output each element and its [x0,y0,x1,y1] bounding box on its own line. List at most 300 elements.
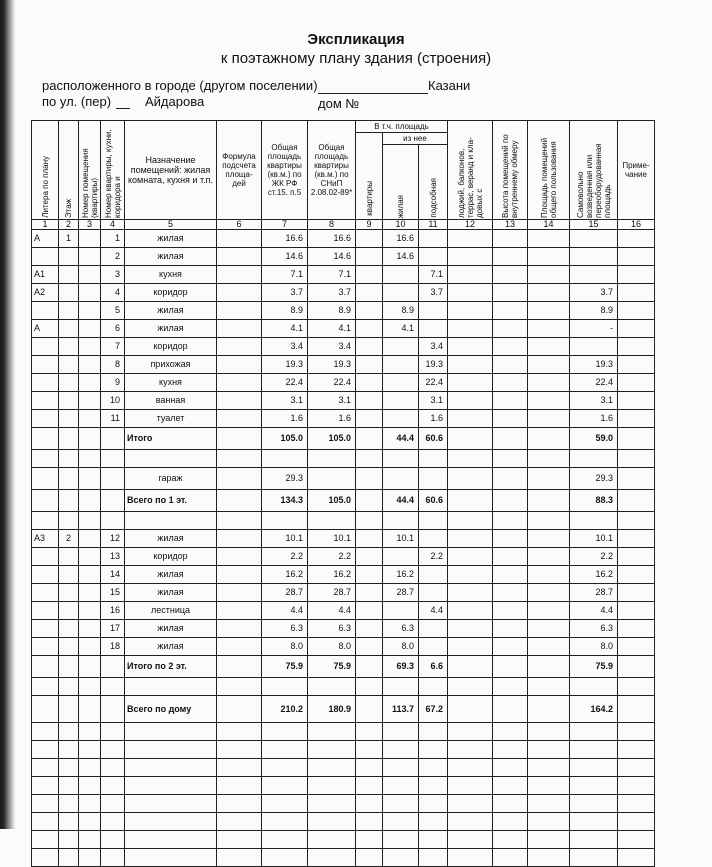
cell-formula [217,374,262,392]
cell-floor [59,548,79,566]
cell-formula [217,548,262,566]
cell-room-number [79,512,101,530]
cell-apartment-area [356,813,383,831]
cell-total-area-snip [308,741,356,759]
cell-floor [59,450,79,468]
cell-common-area [528,302,570,320]
cell-room-number [79,849,101,867]
cell-loggias [448,566,493,584]
cell-room-number [79,284,101,302]
cell-apartment-area [356,696,383,723]
cell-floor [59,849,79,867]
cell-apartment-number [101,849,125,867]
cell-living-area: 16.2 [383,566,419,584]
cell-loggias [448,530,493,548]
cell-common-area [528,620,570,638]
cell-room-number [79,678,101,696]
table-row [32,302,655,320]
column-number: 8 [308,220,356,230]
table-row [32,392,655,410]
column-number: 6 [217,220,262,230]
cell-apartment-number [101,759,125,777]
cell-floor [59,266,79,284]
col-header-common-area: Площадь помещений общего пользования [528,121,570,220]
cell-apartment-number [101,831,125,849]
cell-auxiliary-area: 3.1 [419,392,448,410]
cell-apartment-area [356,759,383,777]
col-header-purpose: Назначение помещений: жилая комната, кухня и т.п. [125,121,217,220]
cell-note [618,602,655,620]
cell-height [493,374,528,392]
cell-litera: А [32,230,59,248]
cell-floor [59,620,79,638]
cell-total-area-snip: 4.1 [308,320,356,338]
cell-apartment-area [356,831,383,849]
cell-auxiliary-area [419,302,448,320]
column-number: 14 [528,220,570,230]
cell-height [493,777,528,795]
cell-apartment-number: 5 [101,302,125,320]
cell-auxiliary-area [419,849,448,867]
cell-unauthorized-area: 28.7 [570,584,618,602]
table-row [32,530,655,548]
cell-floor [59,248,79,266]
cell-floor [59,392,79,410]
cell-living-area: 10.1 [383,530,419,548]
cell-total-area: 7.1 [262,266,308,284]
cell-auxiliary-area [419,777,448,795]
cell-floor [59,831,79,849]
cell-common-area [528,284,570,302]
cell-loggias [448,338,493,356]
cell-room-number [79,410,101,428]
cell-living-area [383,759,419,777]
cell-floor [59,428,79,450]
cell-auxiliary-area [419,678,448,696]
cell-common-area [528,374,570,392]
cell-unauthorized-area [570,777,618,795]
column-number: 4 [101,220,125,230]
cell-litera [32,548,59,566]
table-body [32,230,655,867]
cell-total-area-snip [308,759,356,777]
cell-total-area-snip: 4.4 [308,602,356,620]
cell-total-area: 10.1 [262,530,308,548]
cell-loggias [448,777,493,795]
cell-loggias [448,795,493,813]
cell-floor [59,284,79,302]
cell-total-area-snip: 3.1 [308,392,356,410]
table-row [32,723,655,741]
cell-loggias [448,266,493,284]
cell-total-area [262,849,308,867]
cell-litera [32,678,59,696]
cell-apartment-area [356,302,383,320]
cell-room-number [79,620,101,638]
table-row [32,230,655,248]
city-underline [318,93,428,94]
cell-floor [59,410,79,428]
cell-litera [32,468,59,490]
cell-total-area-snip: 16.2 [308,566,356,584]
cell-common-area [528,468,570,490]
table-row [32,741,655,759]
cell-apartment-number [101,777,125,795]
cell-litera [32,759,59,777]
table-row [32,813,655,831]
cell-loggias [448,374,493,392]
cell-note [618,831,655,849]
col-header-incl-area: В т.ч. площадь [356,121,448,133]
cell-auxiliary-area [419,723,448,741]
cell-purpose [125,759,217,777]
cell-unauthorized-area: 164.2 [570,696,618,723]
cell-unauthorized-area: 3.7 [570,284,618,302]
cell-total-area: 28.7 [262,584,308,602]
cell-living-area: 16.6 [383,230,419,248]
cell-auxiliary-area [419,566,448,584]
cell-note [618,266,655,284]
cell-note [618,638,655,656]
cell-common-area [528,849,570,867]
cell-common-area [528,490,570,512]
cell-living-area [383,813,419,831]
cell-unauthorized-area: 59.0 [570,428,618,450]
cell-litera [32,602,59,620]
cell-unauthorized-area: 3.1 [570,392,618,410]
cell-loggias [448,584,493,602]
cell-apartment-number: 16 [101,602,125,620]
cell-formula [217,490,262,512]
cell-room-number [79,248,101,266]
cell-litera: А [32,320,59,338]
cell-loggias [448,468,493,490]
cell-formula [217,656,262,678]
cell-formula [217,230,262,248]
document-subtitle: к поэтажному плану здания (строения) [220,50,492,67]
table-row [32,468,655,490]
cell-total-area: 3.1 [262,392,308,410]
cell-unauthorized-area [570,230,618,248]
cell-height [493,230,528,248]
cell-apartment-number [101,490,125,512]
cell-common-area [528,450,570,468]
cell-height [493,795,528,813]
cell-loggias [448,741,493,759]
cell-apartment-area [356,266,383,284]
cell-room-number [79,450,101,468]
cell-formula [217,584,262,602]
cell-room-number [79,338,101,356]
cell-purpose [125,741,217,759]
cell-note [618,723,655,741]
cell-apartment-area [356,468,383,490]
cell-purpose [125,450,217,468]
cell-total-area: 22.4 [262,374,308,392]
cell-living-area [383,410,419,428]
cell-living-area [383,338,419,356]
cell-auxiliary-area [419,620,448,638]
cell-unauthorized-area [570,795,618,813]
cell-loggias [448,410,493,428]
cell-total-area: 14.6 [262,248,308,266]
cell-auxiliary-area [419,759,448,777]
cell-formula [217,302,262,320]
cell-floor [59,320,79,338]
cell-note [618,620,655,638]
cell-purpose: жилая [125,248,217,266]
cell-total-area: 16.6 [262,230,308,248]
cell-litera [32,795,59,813]
cell-living-area [383,831,419,849]
cell-purpose: Итого по 2 эт. [125,656,217,678]
cell-auxiliary-area [419,741,448,759]
cell-apartment-number [101,741,125,759]
cell-purpose: коридор [125,548,217,566]
cell-floor: 1 [59,230,79,248]
cell-apartment-area [356,512,383,530]
cell-common-area [528,548,570,566]
cell-total-area-snip: 8.0 [308,638,356,656]
cell-height [493,302,528,320]
cell-unauthorized-area: 75.9 [570,656,618,678]
cell-apartment-number: 2 [101,248,125,266]
cell-height [493,638,528,656]
cell-apartment-area [356,284,383,302]
col-header-floor: Этаж [59,121,79,220]
table-row [32,320,655,338]
cell-common-area [528,530,570,548]
cell-apartment-area [356,490,383,512]
city-value: Казани [428,78,471,93]
cell-unauthorized-area [570,759,618,777]
cell-purpose: жилая [125,320,217,338]
cell-total-area [262,450,308,468]
col-header-total-area: Общая площадь квартиры (кв.м.) по ЖК РФ ст.15. п.5 [262,121,308,220]
cell-living-area: 44.4 [383,490,419,512]
cell-formula [217,266,262,284]
cell-formula [217,512,262,530]
cell-auxiliary-area [419,638,448,656]
cell-apartment-number [101,656,125,678]
cell-formula [217,248,262,266]
cell-apartment-number [101,723,125,741]
cell-formula [217,795,262,813]
cell-living-area: 28.7 [383,584,419,602]
cell-note [618,777,655,795]
cell-height [493,284,528,302]
cell-note [618,741,655,759]
cell-height [493,468,528,490]
cell-common-area [528,813,570,831]
cell-unauthorized-area: 22.4 [570,374,618,392]
cell-height [493,512,528,530]
table-row [32,428,655,450]
cell-note [618,759,655,777]
cell-total-area-snip [308,512,356,530]
cell-purpose: туалет [125,410,217,428]
cell-total-area-snip: 3.4 [308,338,356,356]
cell-total-area: 4.1 [262,320,308,338]
cell-note [618,428,655,450]
cell-note [618,248,655,266]
cell-total-area: 6.3 [262,620,308,638]
street-underline [116,108,130,109]
cell-living-area [383,468,419,490]
cell-auxiliary-area: 1.6 [419,410,448,428]
cell-auxiliary-area [419,831,448,849]
cell-room-number [79,320,101,338]
cell-common-area [528,266,570,284]
table-row [32,410,655,428]
cell-loggias [448,392,493,410]
cell-total-area: 29.3 [262,468,308,490]
cell-height [493,530,528,548]
cell-room-number [79,566,101,584]
cell-auxiliary-area: 4.4 [419,602,448,620]
cell-purpose: жилая [125,638,217,656]
cell-room-number [79,392,101,410]
cell-formula [217,723,262,741]
cell-total-area-snip [308,813,356,831]
cell-apartment-number: 10 [101,392,125,410]
cell-floor [59,777,79,795]
cell-height [493,248,528,266]
cell-note [618,338,655,356]
cell-litera [32,638,59,656]
column-number-row [32,220,655,230]
cell-total-area [262,831,308,849]
cell-height [493,656,528,678]
cell-common-area [528,566,570,584]
col-header-living: жилая [383,145,419,220]
cell-formula [217,428,262,450]
cell-living-area [383,548,419,566]
cell-apartment-number: 18 [101,638,125,656]
scan-edge-shadow [0,0,16,829]
cell-auxiliary-area [419,450,448,468]
cell-height [493,723,528,741]
cell-auxiliary-area [419,230,448,248]
cell-purpose: кухня [125,374,217,392]
cell-purpose: коридор [125,284,217,302]
cell-room-number [79,548,101,566]
cell-auxiliary-area: 60.6 [419,428,448,450]
cell-formula [217,602,262,620]
cell-unauthorized-area: 1.6 [570,410,618,428]
cell-total-area-snip: 3.7 [308,284,356,302]
cell-total-area: 8.0 [262,638,308,656]
cell-apartment-area [356,584,383,602]
cell-total-area [262,512,308,530]
cell-floor [59,696,79,723]
cell-formula [217,678,262,696]
cell-floor [59,759,79,777]
document-title: Экспликация [307,31,405,48]
cell-total-area-snip [308,849,356,867]
cell-note [618,490,655,512]
cell-loggias [448,428,493,450]
cell-common-area [528,356,570,374]
cell-living-area: 113.7 [383,696,419,723]
cell-auxiliary-area [419,813,448,831]
cell-formula [217,638,262,656]
cell-apartment-number: 13 [101,548,125,566]
cell-common-area [528,795,570,813]
cell-litera [32,428,59,450]
cell-litera [32,741,59,759]
cell-apartment-number: 4 [101,284,125,302]
col-header-apartment-area: квартиры [356,133,383,220]
cell-loggias [448,620,493,638]
cell-total-area [262,723,308,741]
cell-purpose [125,795,217,813]
cell-litera [32,356,59,374]
cell-loggias [448,320,493,338]
cell-unauthorized-area [570,723,618,741]
cell-total-area: 19.3 [262,356,308,374]
cell-apartment-number [101,813,125,831]
cell-floor [59,338,79,356]
cell-apartment-number [101,468,125,490]
cell-apartment-number [101,795,125,813]
cell-total-area-snip [308,678,356,696]
table-row [32,266,655,284]
cell-unauthorized-area: 4.4 [570,602,618,620]
table-row [32,849,655,867]
table-row [32,620,655,638]
cell-unauthorized-area [570,678,618,696]
cell-living-area [383,284,419,302]
column-number: 15 [570,220,618,230]
cell-litera [32,392,59,410]
cell-purpose: жилая [125,230,217,248]
cell-loggias [448,638,493,656]
cell-height [493,566,528,584]
cell-purpose: кухня [125,266,217,284]
cell-room-number [79,302,101,320]
cell-floor [59,374,79,392]
cell-litera [32,849,59,867]
cell-total-area-snip [308,450,356,468]
cell-purpose: жилая [125,302,217,320]
cell-common-area [528,656,570,678]
cell-unauthorized-area [570,741,618,759]
column-number: 5 [125,220,217,230]
cell-apartment-area [356,566,383,584]
cell-living-area [383,512,419,530]
cell-loggias [448,490,493,512]
cell-loggias [448,450,493,468]
cell-apartment-number: 17 [101,620,125,638]
cell-height [493,548,528,566]
cell-auxiliary-area [419,248,448,266]
cell-loggias [448,849,493,867]
cell-note [618,374,655,392]
cell-total-area-snip [308,777,356,795]
location-label: расположенного в городе (другом поселении) [42,78,318,93]
cell-loggias [448,759,493,777]
col-header-note: Приме- чание [618,121,655,220]
cell-litera [32,584,59,602]
table-row [32,602,655,620]
cell-apartment-area [356,638,383,656]
cell-total-area: 3.4 [262,338,308,356]
cell-apartment-area [356,450,383,468]
cell-loggias [448,548,493,566]
col-header-loggias: лоджий, балконов, террас, веранд и кла-довых с [448,121,493,220]
table-row [32,374,655,392]
